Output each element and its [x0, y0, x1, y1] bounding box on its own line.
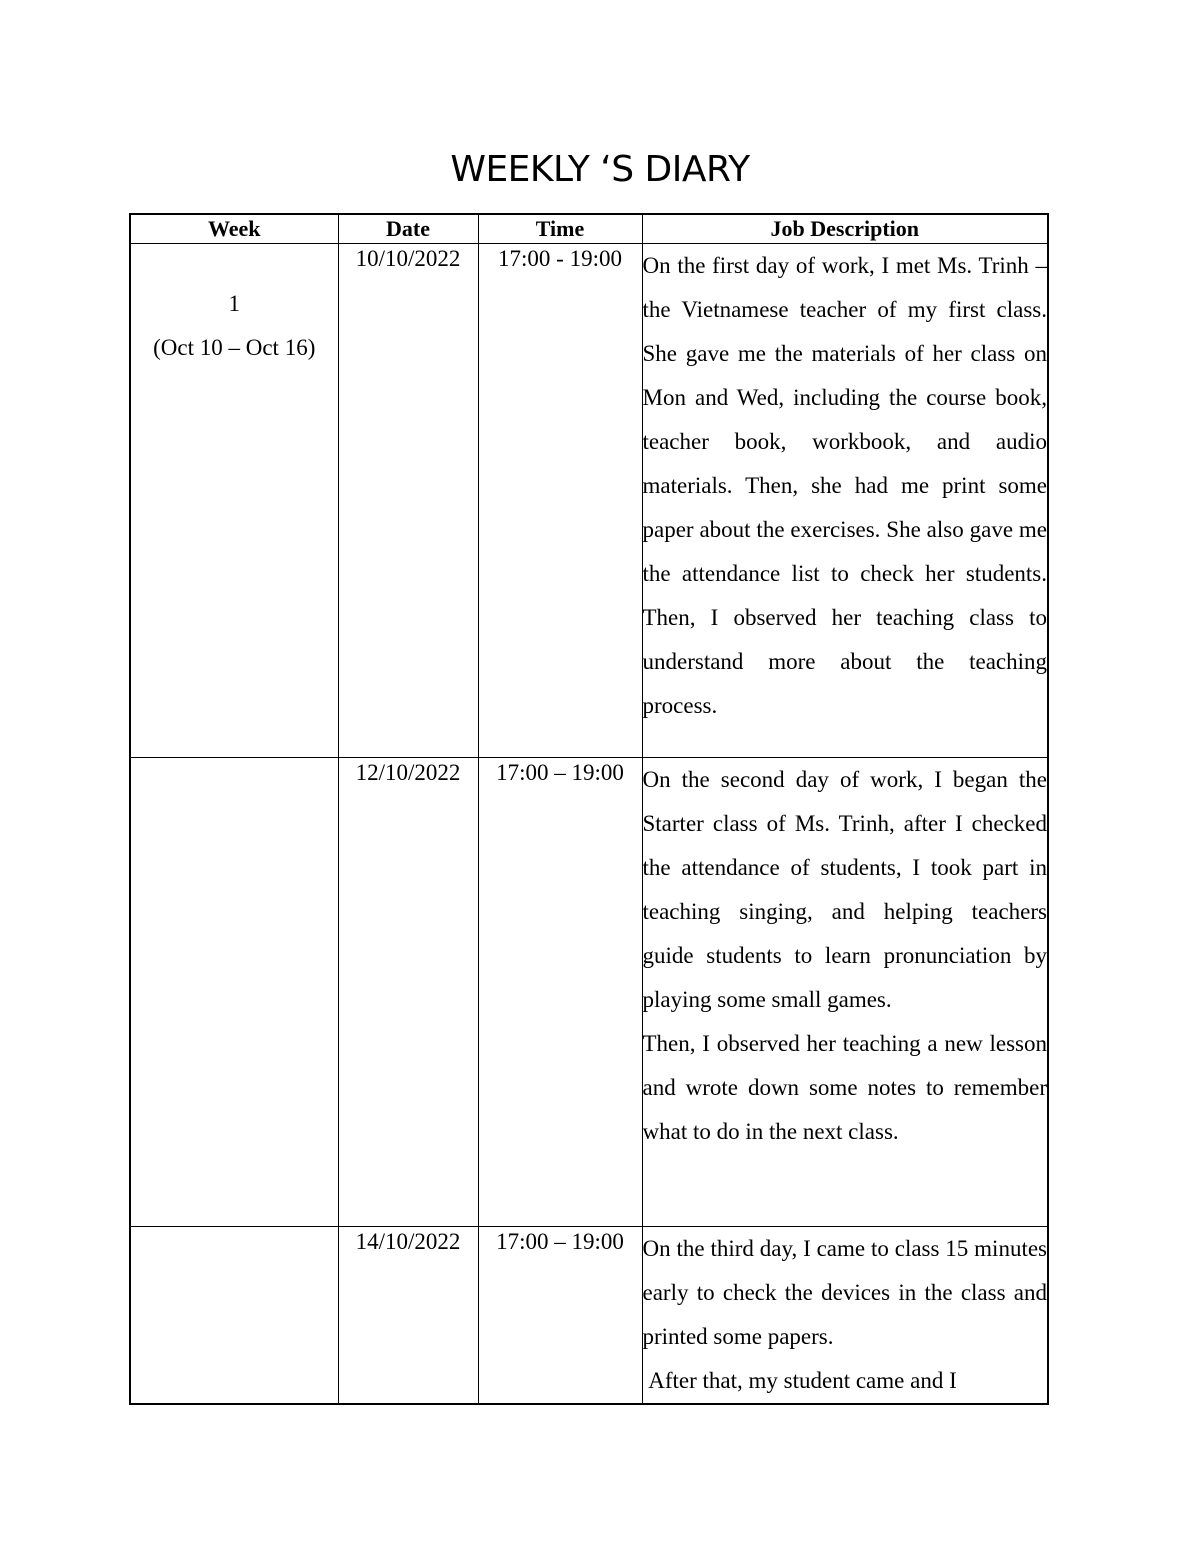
job-description-text: On the second day of work, I began the Starter class of Ms. Trinh, after I checked the attendance of students, I took part in teaching singing, and helping teachers guide students to learn pronunciation by playing some small games.: [642, 767, 1047, 1012]
table-row: [130, 244, 1048, 758]
job-description-text: On the third day, I came to class 15 minutes early to check the devices in the class and printed some papers.: [642, 1236, 1047, 1349]
time-cell: 17:00 – 19:00: [478, 758, 642, 1227]
job-description-cell: [642, 758, 1048, 1227]
header-job-description: Job Description: [642, 214, 1048, 244]
time-cell: 17:00 – 19:00: [478, 1227, 642, 1405]
job-description-text: On the first day of work, I met Ms. Trinh – the Vietnamese teacher of my first class. She gave me the materials of her class on Mon and Wed, including the course book, teacher book, workbook, and audio materials. Then, she had me print some paper about the exercises. She also gave me the attendance list to check her students. Then, I observed her teaching class to understand more about the teaching process.: [642, 253, 1047, 718]
header-time: Time: [478, 214, 642, 244]
date-cell: 10/10/2022: [338, 244, 478, 758]
week-number: 1: [228, 291, 240, 316]
job-description-cell: [642, 1227, 1048, 1405]
header-week: Week: [130, 214, 338, 244]
table-row: [130, 1227, 1048, 1405]
table-header-row: [130, 214, 1048, 244]
job-description-text: Then, I observed her teaching a new lesson and wrote down some notes to remember what to do in the next class.: [642, 1031, 1047, 1144]
job-description-cell: [642, 244, 1048, 758]
week-cell: [130, 244, 338, 758]
time-cell: 17:00 - 19:00: [478, 244, 642, 758]
date-cell: 12/10/2022: [338, 758, 478, 1227]
diary-table: [129, 213, 1049, 1405]
week-cell: [130, 758, 338, 1227]
page-title: WEEKLY ‘S DIARY: [450, 149, 750, 190]
week-range: (Oct 10 – Oct 16): [153, 335, 316, 360]
week-cell: [130, 1227, 338, 1405]
date-cell: 14/10/2022: [338, 1227, 478, 1405]
table-row: [130, 758, 1048, 1227]
header-date: Date: [338, 214, 478, 244]
job-description-text: After that, my student came and I: [642, 1368, 957, 1393]
